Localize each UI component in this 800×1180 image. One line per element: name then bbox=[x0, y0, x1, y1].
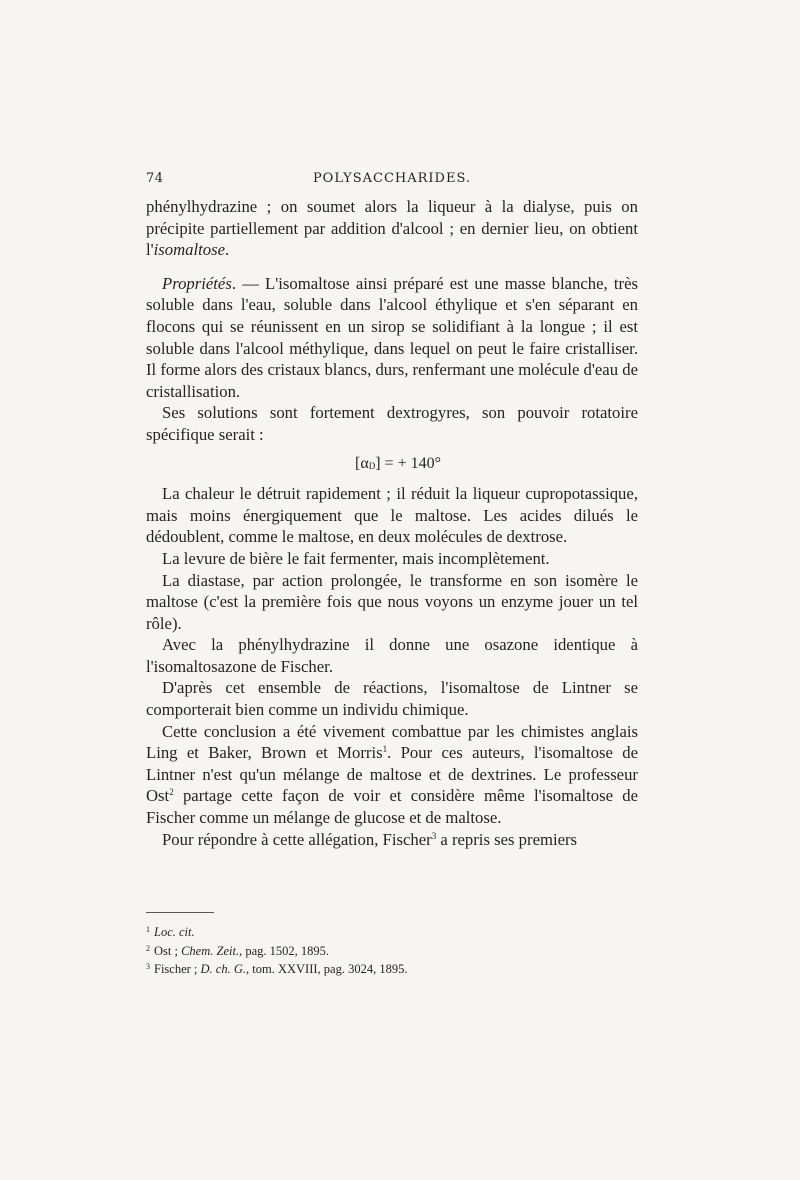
italic-term: isomaltose bbox=[153, 240, 226, 260]
paragraph-1: phénylhydrazine ; on soumet alors la liqueur à la dialyse, puis on précipite partiellement par addition d'alcool ; en dernier lieu, on obtient l'isomaltose. bbox=[146, 197, 638, 260]
rotation-formula: [αD] = + 140° bbox=[355, 454, 441, 472]
section-label: Propriétés bbox=[162, 273, 232, 293]
footnote-ref-1: 1 bbox=[382, 744, 388, 755]
paragraph-8: D'après cet ensemble de réactions, l'isomaltose de Lintner se comporterait bien comme un individu chimique. bbox=[146, 678, 638, 720]
body-text bbox=[146, 196, 638, 850]
footnote-ref-3: 3 bbox=[431, 830, 437, 841]
paragraph-3: Ses solutions sont fortement dextrogyres, son pouvoir rotatoire spécifique serait : bbox=[146, 403, 638, 444]
footnotes bbox=[146, 922, 638, 978]
footnote-3: $^3$ Fischer ; D. ch. G., tom. XXVIII, pag. 3024, 1895. bbox=[146, 962, 408, 976]
footnote-ref-2: 2 bbox=[169, 787, 174, 798]
paragraph-5: La levure de bière le fait fermenter, mais incomplètement. bbox=[162, 548, 550, 568]
running-head bbox=[146, 171, 638, 191]
paragraph-9: Cette conclusion a été vivement combattue par les chimistes anglais Ling et Baker, Brown et Morris$^1$. Pour ces auteurs, l'isomaltose de Lintner n'est qu'un mélange de maltose et de dextrines. Le professeur Ost$^2$ partage cette façon de voir et considère même l'isomaltose de Fischer comme un mélange de glucose et de maltose. bbox=[146, 721, 638, 828]
footnote-divider bbox=[146, 912, 214, 913]
paragraph-6: La diastase, par action prolongée, le transforme en son isomère le maltose (c'est la première fois que nous voyons un enzyme jouer un tel rôle). bbox=[146, 570, 638, 633]
running-title: POLYSACCHARIDES. bbox=[312, 171, 472, 186]
paragraph-7: Avec la phénylhydrazine il donne une osazone identique à l'isomaltosazone de Fischer. bbox=[146, 635, 638, 676]
paragraph-properties: Propriétés. — L'isomaltose ainsi préparé est une masse blanche, très soluble dans l'eau, soluble dans l'alcool éthylique et s'en séparant en flocons qui se réunissent en un sirop se solidifiant à la longue ; il est soluble dans l'alcool méthylique, dans lequel on peut le faire cristalliser. Il forme alors des cristaux blancs, durs, renfermant une molécule d'eau de cristallisation. bbox=[146, 273, 638, 401]
paragraph-4: La chaleur le détruit rapidement ; il réduit la liqueur cupropotassique, mais moins énergiquement que le maltose. Les acides dilués le dédoublent, comme le maltose, en deux molécules de dextrose. bbox=[146, 484, 638, 547]
page-number: 74 bbox=[146, 171, 164, 186]
footnote-2: $^2$ Ost ; Chem. Zeit., pag. 1502, 1895. bbox=[146, 943, 330, 958]
footnote-1: $^1$ Loc. cit. bbox=[146, 925, 195, 939]
paragraph-10: Pour répondre à cette allégation, Fischer$^3$ a repris ses premiers bbox=[162, 829, 578, 849]
